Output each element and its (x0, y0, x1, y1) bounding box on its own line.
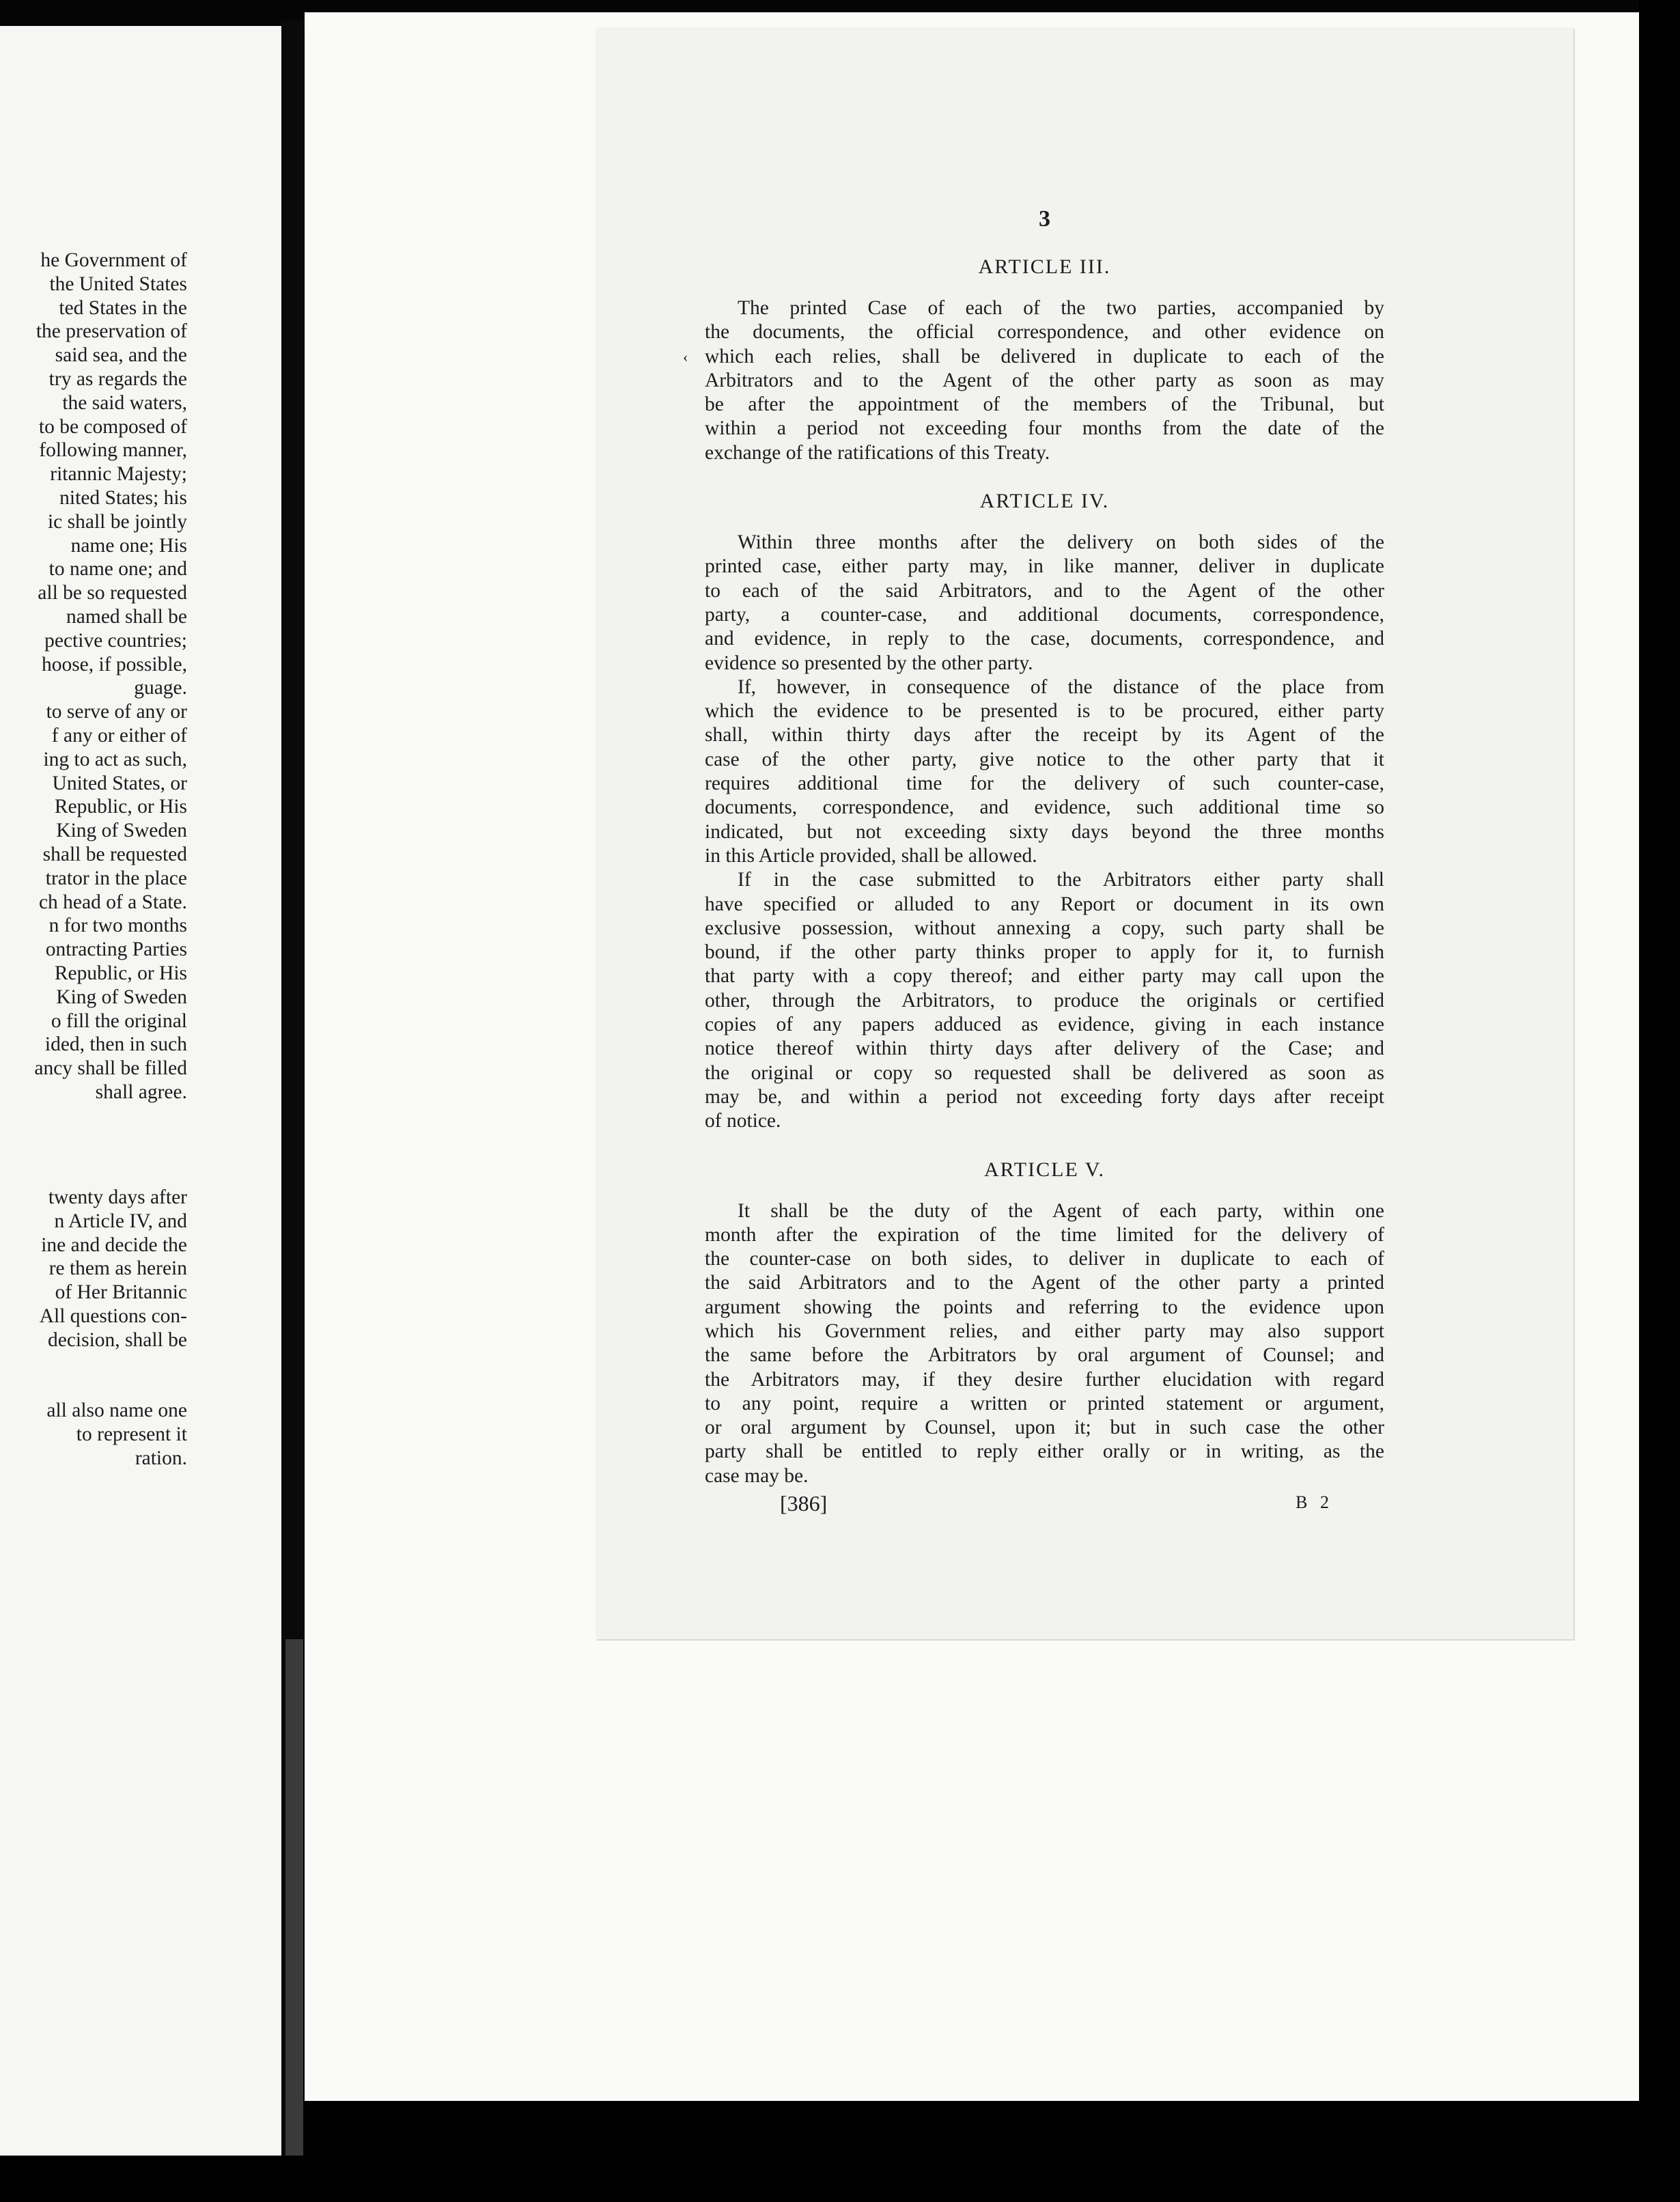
left-page-line: said sea, and the (55, 344, 187, 367)
article-heading: ARTICLE III. (978, 255, 1111, 278)
text-line: party shall be entitled to reply either orally or in writing, as the (705, 1440, 1384, 1463)
left-page-line: ration. (135, 1447, 187, 1469)
text-line: the original or copy so requested shall be delivered as soon as (705, 1061, 1384, 1084)
scan-border-bottom (0, 2156, 1680, 2202)
left-page-line: all also name one (46, 1399, 187, 1421)
text-line: shall, within thirty days after the receipt by its Agent of the (705, 724, 1384, 747)
text-line: the counter-case on both sides, to deliver in duplicate to each of (705, 1248, 1384, 1270)
text-line: be after the appointment of the members of the Tribunal, but (705, 393, 1384, 416)
left-page-line: ided, then in such (44, 1033, 187, 1056)
left-page-line: n for two months (48, 915, 187, 937)
left-page-line: ch head of a State. (38, 891, 187, 913)
text-line: month after the expiration of the time limited for the delivery of (705, 1223, 1384, 1246)
text-line: case of the other party, give notice to the other party that it (705, 748, 1384, 770)
left-page-line: King of Sweden (56, 820, 187, 842)
left-page-line: name one; His (70, 534, 187, 557)
text-line: copies of any papers adduced as evidence, giving in each instance (705, 1014, 1384, 1036)
left-page-line: ted States in the (59, 296, 187, 319)
left-page-line: ic shall be jointly (47, 510, 187, 533)
text-line: may be, and within a period not exceeding forty days after receipt (705, 1085, 1384, 1108)
left-page-line: to name one; and (48, 558, 187, 581)
article-heading: ARTICLE V. (983, 1158, 1106, 1181)
text-line: of notice. (705, 1110, 781, 1132)
text-line: to any point, require a written or printed statement or argument, (705, 1392, 1384, 1414)
text-line: and evidence, in reply to the case, documents, correspondence, and (705, 628, 1384, 650)
article-paragraph (705, 868, 1384, 1133)
text-line: If in the case submitted to the Arbitrators either party shall (738, 869, 1384, 891)
left-page-line: all be so requested (38, 582, 187, 604)
left-page-line: ancy shall be filled (34, 1057, 187, 1080)
text-line: notice thereof within thirty days after delivery of the Case; and (705, 1037, 1384, 1060)
scanned-sheet (305, 12, 1639, 2101)
left-page-line: ritannic Majesty; (50, 463, 187, 486)
left-page-line: trator in the place (45, 867, 187, 889)
left-page-line: All questions con- (39, 1305, 187, 1327)
left-page-line: re them as herein (48, 1257, 187, 1280)
left-page-line: twenty days after (48, 1186, 187, 1208)
left-facing-page (0, 26, 281, 2156)
left-page-line: f any or either of (51, 724, 187, 747)
text-line: It shall be the duty of the Agent of each party, within one (738, 1199, 1384, 1222)
left-page-line: o fill the original (51, 1009, 187, 1032)
left-page-line: the said waters, (62, 391, 187, 414)
page-number: 3 (1039, 206, 1050, 232)
left-page-line: named shall be (66, 605, 187, 628)
left-page-line: ontracting Parties (45, 938, 187, 961)
left-page-line: Republic, or His (54, 962, 187, 984)
left-page-text-bottom (46, 1399, 187, 1470)
margin-mark: ‹ (683, 348, 688, 365)
article-paragraph (705, 531, 1384, 675)
text-line: printed case, either party may, in like manner, deliver in duplicate (705, 555, 1384, 578)
left-page-text-middle (40, 1186, 187, 1352)
left-page-line: n Article IV, and (54, 1210, 187, 1232)
articles-container (705, 254, 1384, 1488)
text-line: other, through the Arbitrators, to produce the originals or certified (705, 989, 1384, 1012)
left-page-line: ing to act as such, (43, 748, 187, 770)
text-line: have specified or alluded to any Report or document in its own (705, 893, 1384, 915)
left-page-line: pective countries; (44, 629, 187, 652)
text-line: which each relies, shall be delivered in duplicate to each of the (705, 345, 1384, 367)
left-page-line: to serve of any or (46, 701, 187, 723)
text-line: the said Arbitrators and to the Agent of the other party a printed (705, 1272, 1384, 1294)
text-line: the Arbitrators may, if they desire further elucidation with regard (705, 1368, 1384, 1391)
page-text-block (705, 206, 1384, 1525)
article-paragraph (705, 1199, 1384, 1489)
text-line: exclusive possession, without annexing a copy, such party shall be (705, 917, 1384, 939)
left-page-line: nited States; his (59, 486, 187, 509)
article-paragraph (705, 296, 1384, 465)
page-footer (705, 1491, 1384, 1525)
text-line: If, however, in consequence of the distance of the place from (738, 675, 1384, 698)
document-page (596, 27, 1573, 1639)
left-page-line: of Her Britannic (55, 1281, 187, 1304)
text-line: bound, if the other party thinks proper to apply for it, to furnish (705, 941, 1384, 964)
text-line: to each of the said Arbitrators, and to the Agent of the other (705, 579, 1384, 602)
article-paragraph (705, 675, 1384, 868)
text-line: indicated, but not exceeding sixty days beyond the three months (705, 820, 1384, 843)
section-gap (705, 465, 1384, 488)
signature-mark: B 2 (1296, 1492, 1333, 1513)
section-gap (705, 1134, 1384, 1157)
text-line: party, a counter-case, and additional documents, correspondence, (705, 603, 1384, 626)
text-line: within a period not exceeding four months from the date of the (705, 417, 1384, 440)
text-line: argument showing the points and referring to the evidence upon (705, 1296, 1384, 1318)
left-page-line: try as regards the (48, 367, 187, 390)
left-page-line: to represent it (76, 1423, 187, 1445)
text-line: the same before the Arbitrators by oral argument of Counsel; and (705, 1344, 1384, 1367)
text-line: The printed Case of each of the two parties, accompanied by (738, 297, 1384, 319)
left-page-line: ine and decide the (41, 1234, 187, 1256)
article-section (705, 1157, 1384, 1489)
scan-border-right (1639, 0, 1680, 2202)
left-page-line: following manner, (39, 439, 187, 462)
text-line: Within three months after the delivery on both sides of the (738, 531, 1384, 554)
text-line: documents, correspondence, and evidence, such additional time so (705, 796, 1384, 819)
print-number: [386] (780, 1491, 828, 1516)
left-page-line: King of Sweden (56, 986, 187, 1008)
left-page-text-upper (34, 249, 187, 1104)
text-line: which the evidence to be presented is to be procured, either party (705, 700, 1384, 723)
text-line: the documents, the official correspondence, and other evidence on (705, 321, 1384, 344)
article-section (705, 254, 1384, 488)
left-page-line: guage. (134, 677, 187, 699)
article-heading: ARTICLE IV. (979, 490, 1110, 513)
left-page-line: shall be requested (42, 843, 187, 865)
left-page-line: hoose, if possible, (41, 653, 187, 675)
left-page-line: Republic, or His (54, 796, 187, 818)
text-line: requires additional time for the delivery of such counter-case, (705, 772, 1384, 795)
text-line: case may be. (705, 1464, 809, 1487)
text-line: in this Article provided, shall be allowed. (705, 844, 1037, 867)
text-line: which his Government relies, and either party may also support (705, 1320, 1384, 1342)
text-line: Arbitrators and to the Agent of the other party as soon as may (705, 369, 1384, 391)
left-page-line: to be composed of (38, 415, 187, 438)
text-line: that party with a copy thereof; and either party may call upon the (705, 965, 1384, 988)
gutter-shadow (285, 1639, 303, 2158)
text-line: exchange of the ratifications of this Treaty. (705, 441, 1050, 464)
left-page-line: he Government of (40, 249, 187, 271)
text-line: or oral argument by Counsel, upon it; but in such case the other (705, 1417, 1384, 1439)
left-page-line: decision, shall be (48, 1328, 187, 1351)
article-section (705, 488, 1384, 1156)
left-page-line: the preservation of (36, 320, 187, 343)
left-page-line: the United States (49, 273, 187, 295)
left-page-line: shall agree. (95, 1081, 187, 1103)
left-page-line: United States, or (52, 772, 187, 794)
text-line: evidence so presented by the other party. (705, 652, 1033, 674)
